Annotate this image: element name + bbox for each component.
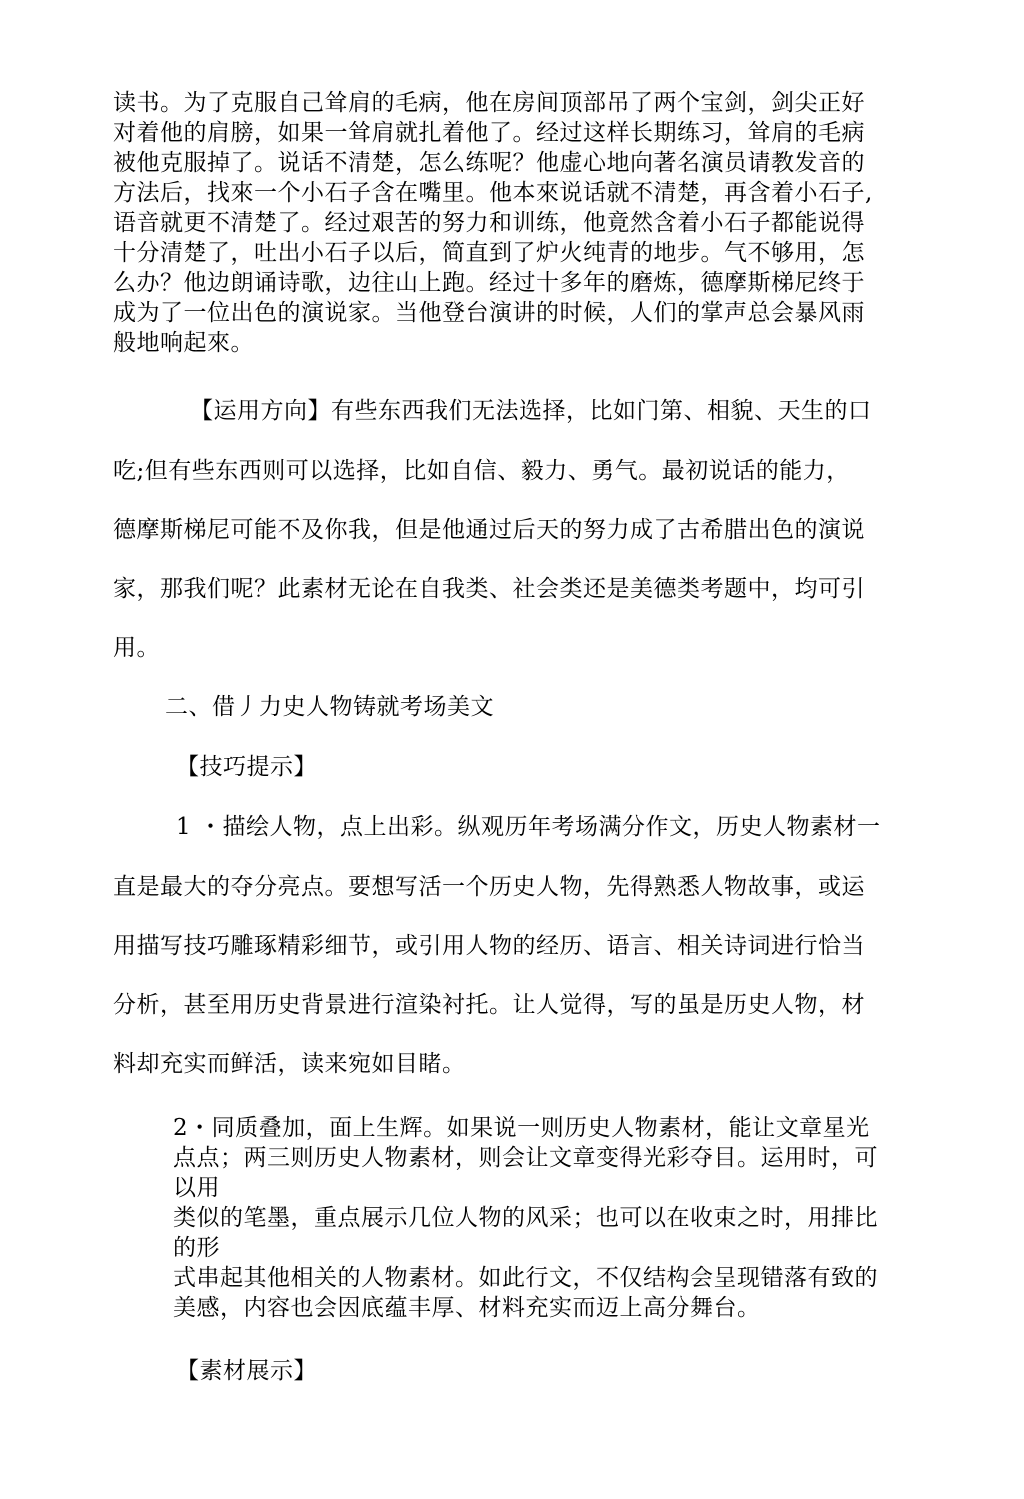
material-label: 【素材展示】 (176, 1358, 317, 1384)
tip-2-line: 以用 (173, 1175, 220, 1201)
tip-1-line: 料却充实而鲜活，读来宛如目睹。 (113, 1051, 466, 1077)
paragraph-1-line: 十分清楚了，吐出小石子以后，简直到了炉火纯青的地步。气不够用，怎 (113, 240, 865, 266)
usage-direction-line: 用。 (113, 635, 160, 661)
paragraph-1-line: 么办？他边朗诵诗歌，边往山上跑。经过十多年的磨炼，德摩斯梯尼终于 (113, 270, 865, 296)
usage-direction-line: 德摩斯梯尼可能不及你我，但是他通过后天的努力成了古希腊出色的演说 (113, 517, 865, 543)
usage-direction-line: 家，那我们呢？此素材无论在自我类、社会类还是美德类考题中，均可引 (113, 576, 865, 602)
tips-label: 【技巧提示】 (176, 754, 317, 780)
tip-2-line: 美感，内容也会因底蕴丰厚、材料充实而迈上高分舞台。 (173, 1295, 761, 1321)
usage-direction-line: 吃;但有些东西则可以选择，比如自信、毅力、勇气。最初说话的能力， (113, 458, 850, 484)
tip-2-line: 点点；两三则历史人物素材，则会让文章变得光彩夺目。运用时，可 (173, 1145, 878, 1171)
tip-1-line: 用描写技巧雕琢精彩细节，或引用人物的经历、语言、相关诗词进行恰当 (113, 933, 865, 959)
tip-1-line: 分析，甚至用历史背景进行渲染衬托。让人觉得，写的虽是历史人物，材 (113, 992, 865, 1018)
paragraph-1-line: 成为了一位出色的演说家。当他登台演讲的时候，人们的掌声总会暴风雨 (113, 300, 865, 326)
tip-2-line: 类似的笔墨，重点展示几位人物的风采；也可以在收束之时，用排比 (173, 1205, 878, 1231)
paragraph-1-line: 被他克服掉了。说话不清楚，怎么练呢？他虚心地向著名演员请教发音的 (113, 150, 865, 176)
paragraph-1-line: 方法后，找來一个小石子含在嘴里。他本來说话就不清楚，再含着小石子, (113, 180, 873, 206)
paragraph-1-line: 读书。为了克服自己耸肩的毛病，他在房间顶部吊了两个宝剑，剑尖正好 (113, 90, 865, 116)
tip-1-line: 直是最大的夺分亮点。要想写活一个历史人物，先得熟悉人物故事，或运 (113, 874, 865, 900)
tip-1-line: 1 ・描绘人物，点上出彩。纵观历年考场满分作文，历史人物素材一 (176, 814, 881, 840)
paragraph-1-line: 般地响起來。 (113, 330, 254, 356)
tip-2-line: 式串起其他相关的人物素材。如此行文，不仅结构会呈现错落有致的 (173, 1265, 878, 1291)
paragraph-1-line: 对着他的肩膀，如果一耸肩就扎着他了。经过这样长期练习，耸肩的毛病 (113, 120, 865, 146)
tip-2-line: 2・同质叠加，面上生辉。如果说一则历史人物素材，能让文章星光 (173, 1115, 870, 1141)
tip-2-line: 的形 (173, 1235, 220, 1261)
paragraph-1-line: 语音就更不清楚了。经过艰苦的努力和训练，他竟然含着小石子都能说得 (113, 210, 865, 236)
section-heading: 二、借丿力史人物铸就考场美文 (165, 694, 494, 720)
usage-direction-line: 【运用方向】有些东西我们无法选择，比如门第、相貌、天生的口 (190, 398, 872, 424)
